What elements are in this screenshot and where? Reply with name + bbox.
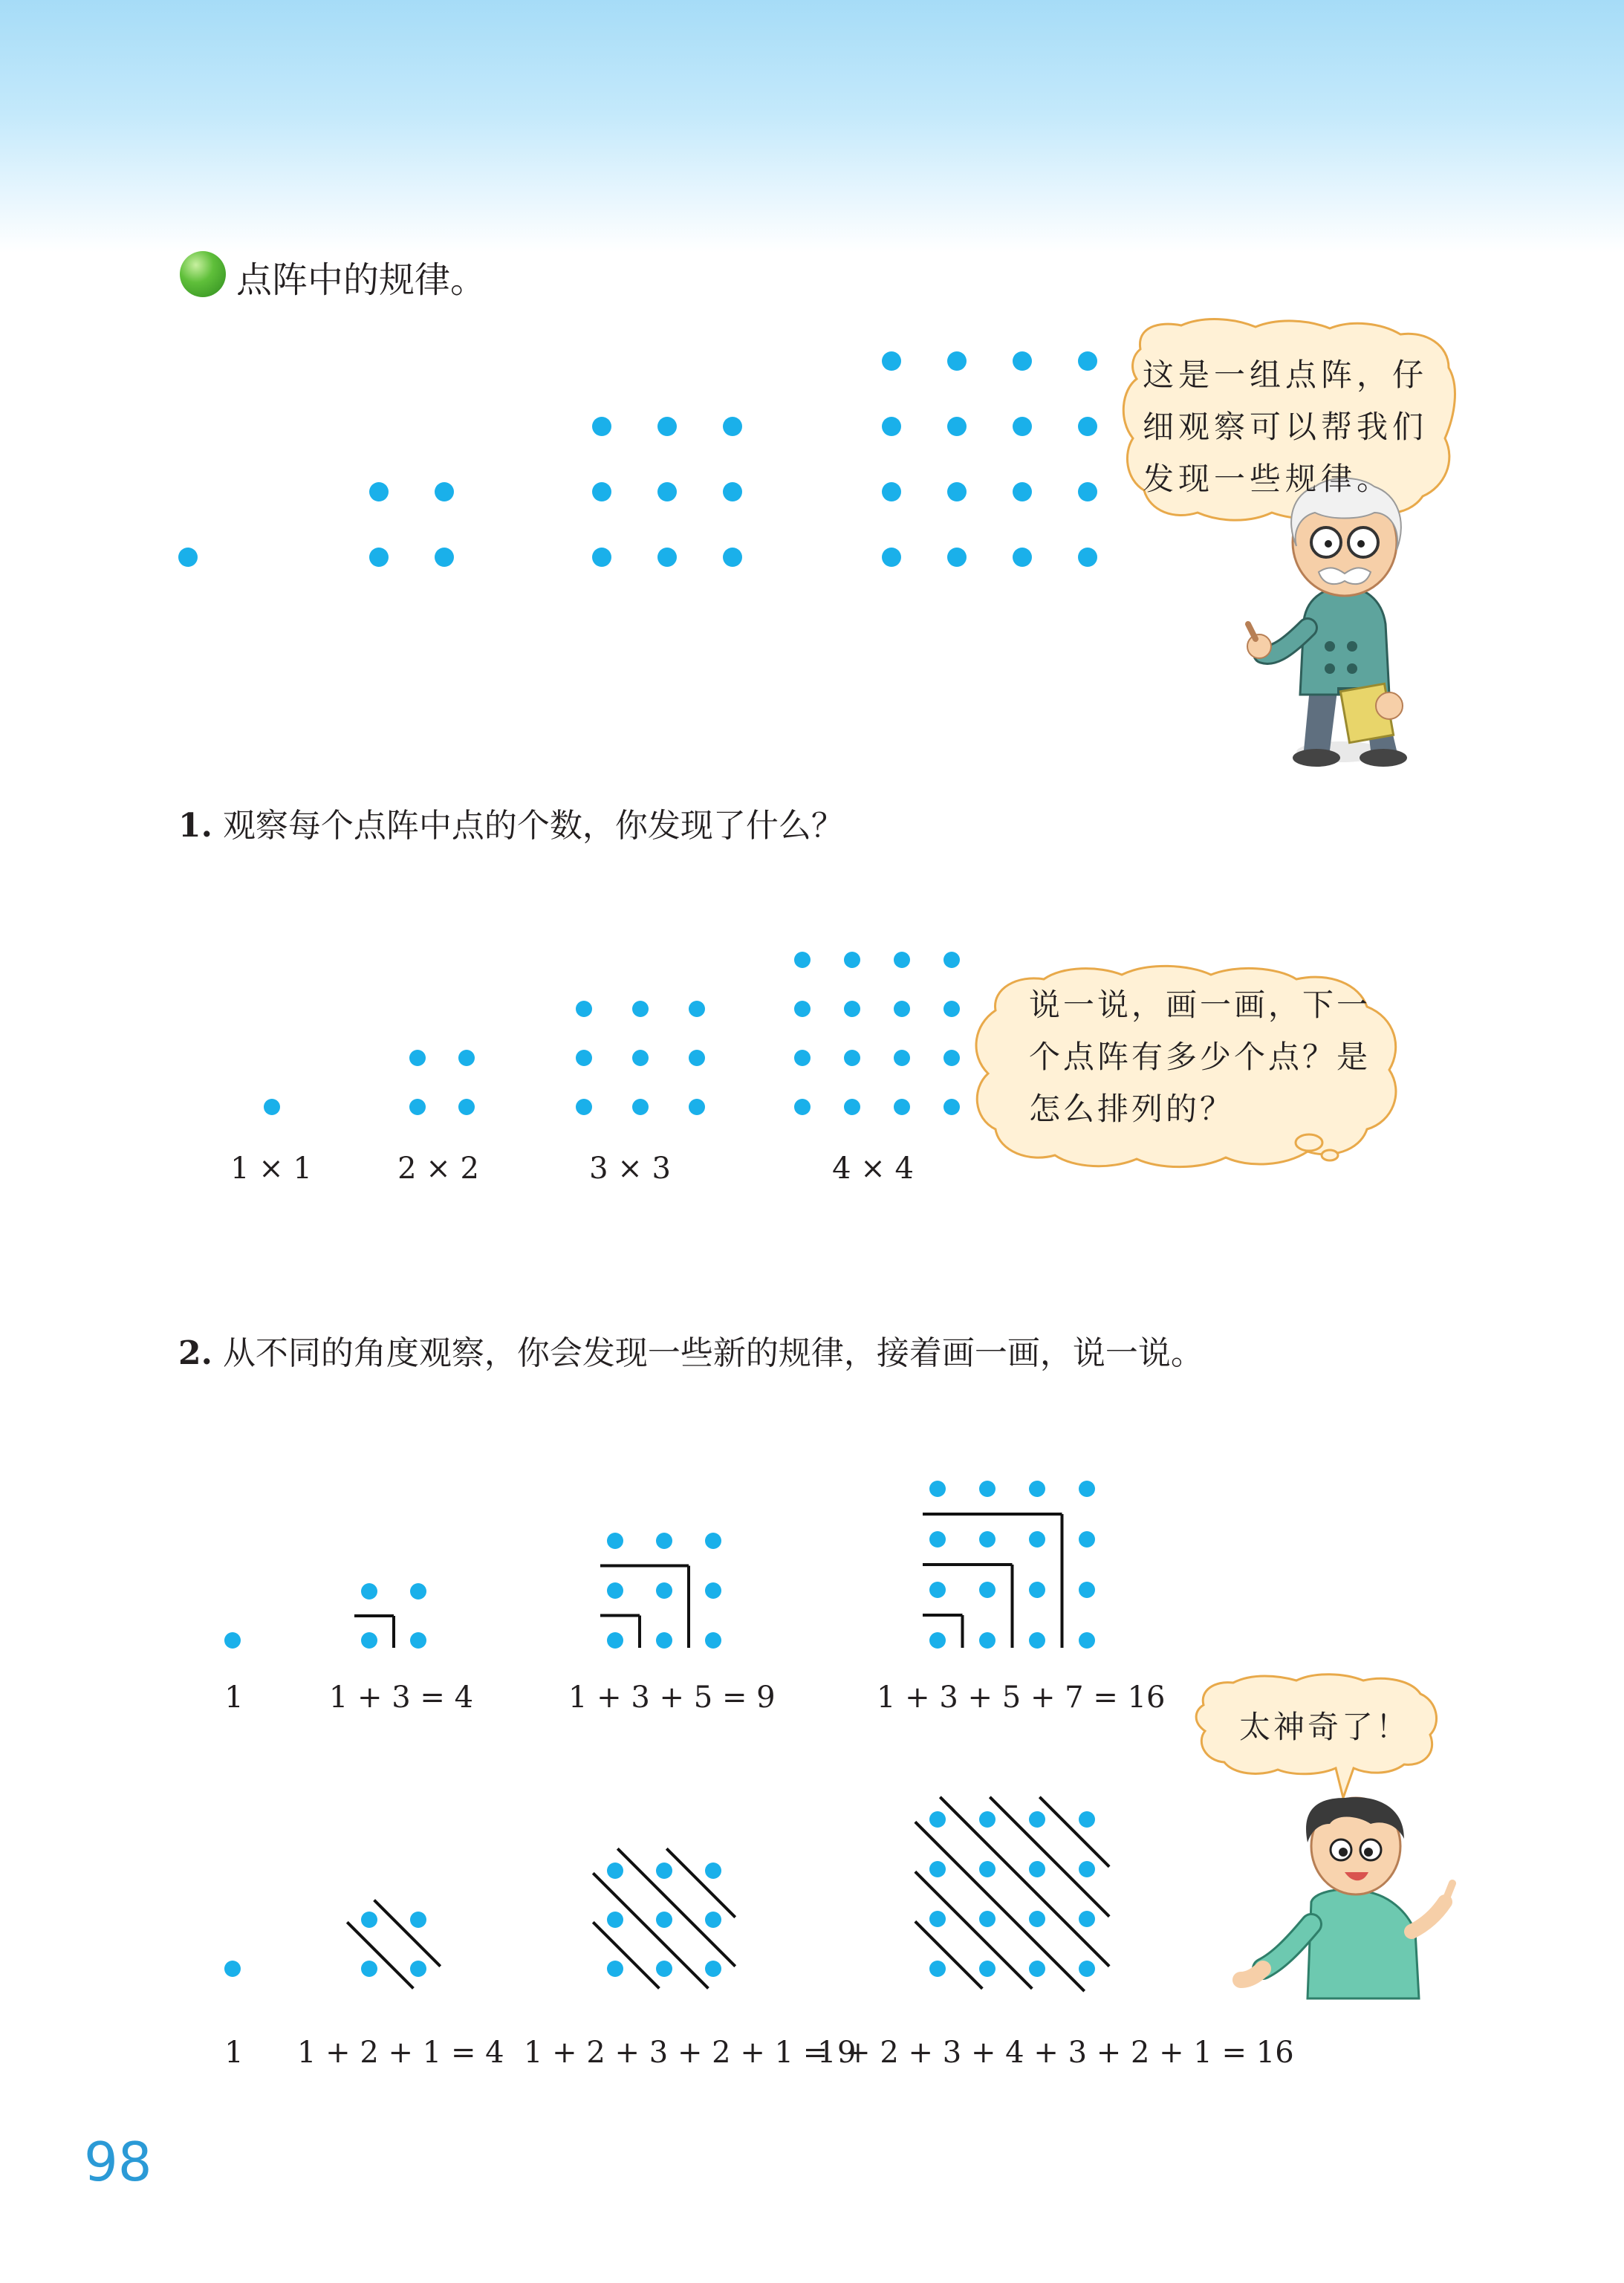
intro-dot	[1013, 351, 1032, 371]
odd-dot	[929, 1632, 946, 1649]
square-dot	[943, 1001, 960, 1017]
diag-dot	[224, 1961, 241, 1977]
row2-label: 1 + 3 + 5 = 9	[568, 1680, 776, 1715]
diag-dot	[705, 1961, 721, 1977]
intro-dot	[369, 548, 389, 567]
square-dot	[632, 1099, 649, 1115]
diag-dot	[1029, 1861, 1045, 1877]
square-dot	[844, 1050, 860, 1066]
square-dot	[576, 1050, 592, 1066]
intro-dot	[435, 482, 454, 501]
diag-dot	[361, 1912, 377, 1928]
odd-dot	[656, 1533, 672, 1549]
row1-label: 1 × 1	[230, 1152, 312, 1186]
odd-dot	[1029, 1582, 1045, 1598]
diag-dot	[929, 1861, 946, 1877]
diagonal-line	[347, 1922, 413, 1988]
odd-dot	[607, 1632, 623, 1649]
square-dot	[689, 1001, 705, 1017]
diagonal-line	[374, 1900, 441, 1967]
thought-line: 说一说，画一画，下一	[1029, 987, 1371, 1023]
row3-label: 1 + 2 + 3 + 2 + 1 = 9	[524, 2036, 857, 2070]
intro-dot	[947, 482, 967, 501]
row3-label: 1	[224, 2036, 244, 2070]
odd-dot	[929, 1531, 946, 1548]
diag-dot	[410, 1912, 426, 1928]
intro-dot	[882, 351, 901, 371]
intro-dot	[657, 482, 677, 501]
odd-dot	[1079, 1481, 1095, 1497]
intro-dot	[435, 548, 454, 567]
square-dot	[576, 1001, 592, 1017]
intro-dot	[178, 548, 198, 567]
square-dot	[458, 1099, 475, 1115]
odd-dot	[929, 1481, 946, 1497]
diagonal-line	[915, 1921, 982, 1988]
intro-dot	[1078, 482, 1097, 501]
row1-label: 3 × 3	[589, 1152, 671, 1186]
row1-label: 2 × 2	[397, 1152, 479, 1186]
square-dot	[894, 1001, 910, 1017]
diag-dot	[705, 1863, 721, 1879]
square-dot	[689, 1099, 705, 1115]
row3-label: 1 + 2 + 1 = 4	[297, 2036, 504, 2070]
square-dot	[409, 1050, 426, 1066]
thought-bubble-dot	[1296, 1134, 1322, 1151]
intro-dot	[1078, 351, 1097, 371]
intro-dot	[1013, 417, 1032, 436]
teacher-illustration	[1247, 478, 1407, 767]
odd-dot	[929, 1582, 946, 1598]
question-1-text: 观察每个点阵中点的个数，你发现了什么？	[222, 807, 844, 845]
question-1-number: 1.	[178, 807, 212, 845]
square-dot	[458, 1050, 475, 1066]
intro-dot	[1013, 548, 1032, 567]
odd-dot	[1029, 1481, 1045, 1497]
boy-speech-text: 太神奇了！	[1239, 1709, 1411, 1745]
square-dot	[689, 1050, 705, 1066]
row1-label: 4 × 4	[832, 1152, 914, 1186]
teacher-speech-line: 这是一组点阵，仔	[1143, 357, 1429, 393]
diag-dot	[607, 1912, 623, 1928]
diag-dot	[705, 1912, 721, 1928]
diag-dot	[929, 1811, 946, 1828]
diag-dot	[1029, 1911, 1045, 1927]
square-dot	[794, 1001, 811, 1017]
odd-dot	[224, 1632, 241, 1649]
teacher-speech-line: 发现一些规律。	[1143, 461, 1393, 497]
boy-illustration	[1241, 1797, 1452, 1998]
square-dot	[894, 1050, 910, 1066]
diag-dot	[410, 1961, 426, 1977]
thought-line: 怎么排列的？	[1029, 1091, 1235, 1127]
intro-dot	[723, 417, 742, 436]
intro-dot	[882, 482, 901, 501]
intro-dot	[1013, 482, 1032, 501]
square-dot	[632, 1050, 649, 1066]
thought-text	[1029, 979, 1371, 1135]
row2-label: 1 + 3 + 5 + 7 = 16	[877, 1680, 1166, 1715]
square-dot	[894, 1099, 910, 1115]
diag-dot	[1029, 1811, 1045, 1828]
question-1	[178, 799, 844, 846]
square-dot	[844, 1099, 860, 1115]
intro-dot	[592, 417, 611, 436]
diagonal-line	[593, 1922, 659, 1988]
intro-dot	[947, 351, 967, 371]
intro-dot	[657, 548, 677, 567]
intro-dot	[1078, 417, 1097, 436]
diag-dot	[1079, 1861, 1095, 1877]
question-2-number: 2.	[178, 1334, 212, 1372]
odd-dot	[607, 1582, 623, 1599]
odd-dot	[607, 1533, 623, 1549]
thought-line: 个点阵有多少个点？是	[1029, 1039, 1371, 1075]
diag-dot	[656, 1961, 672, 1977]
odd-dot	[410, 1632, 426, 1649]
odd-dot	[1079, 1582, 1095, 1598]
square-dot	[576, 1099, 592, 1115]
odd-dot	[979, 1582, 995, 1598]
row2-label: 1 + 3 = 4	[328, 1680, 474, 1715]
intro-dot	[723, 482, 742, 501]
diag-dot	[979, 1911, 995, 1927]
odd-dot	[656, 1632, 672, 1649]
square-dot	[794, 1099, 811, 1115]
diag-dot	[607, 1863, 623, 1879]
square-dot	[264, 1099, 280, 1115]
intro-dot	[947, 417, 967, 436]
diag-dot	[979, 1811, 995, 1828]
odd-dot	[656, 1582, 672, 1599]
square-dot	[794, 952, 811, 968]
odd-dot	[979, 1531, 995, 1548]
square-dot	[943, 1099, 960, 1115]
odd-dot	[705, 1533, 721, 1549]
square-dot	[632, 1001, 649, 1017]
thought-bubble-dot	[1322, 1150, 1338, 1160]
square-dot	[409, 1099, 426, 1115]
diag-dot	[607, 1961, 623, 1977]
odd-dot	[1079, 1632, 1095, 1649]
page-number: 98	[84, 2131, 152, 2193]
intro-dot	[369, 482, 389, 501]
intro-dot	[657, 417, 677, 436]
odd-dot	[1079, 1531, 1095, 1548]
odd-dot	[705, 1582, 721, 1599]
square-dot	[844, 952, 860, 968]
question-2-text: 从不同的角度观察，你会发现一些新的规律，接着画一画，说一说。	[222, 1334, 1204, 1372]
diag-dot	[1079, 1961, 1095, 1977]
intro-dot	[882, 417, 901, 436]
square-dot	[894, 952, 910, 968]
diag-dot	[929, 1911, 946, 1927]
diag-dot	[1029, 1961, 1045, 1977]
diag-dot	[656, 1863, 672, 1879]
question-2	[178, 1326, 1204, 1374]
teacher-speech-line: 细观察可以帮我们	[1143, 409, 1429, 445]
intro-dot	[592, 548, 611, 567]
square-dot	[794, 1050, 811, 1066]
section-title: 点阵中的规律。	[236, 259, 487, 301]
intro-dot	[592, 482, 611, 501]
diag-dot	[1079, 1811, 1095, 1828]
teacher-speech-text	[1143, 349, 1428, 505]
odd-dot	[705, 1632, 721, 1649]
diag-dot	[361, 1961, 377, 1977]
diag-dot	[979, 1961, 995, 1977]
odd-dot	[1029, 1531, 1045, 1548]
odd-dot	[979, 1632, 995, 1649]
row2-label: 1	[224, 1680, 244, 1715]
row3-label: 1 + 2 + 3 + 4 + 3 + 2 + 1 = 16	[817, 2036, 1294, 2070]
odd-dot	[361, 1632, 377, 1649]
square-dot	[943, 1050, 960, 1066]
intro-dot	[723, 548, 742, 567]
diag-dot	[929, 1961, 946, 1977]
intro-dot	[947, 548, 967, 567]
odd-dot	[410, 1583, 426, 1600]
intro-dot	[882, 548, 901, 567]
odd-dot	[979, 1481, 995, 1497]
odd-dot	[1029, 1632, 1045, 1649]
odd-dot	[361, 1583, 377, 1600]
diag-dot	[979, 1861, 995, 1877]
intro-dot	[1078, 548, 1097, 567]
diag-dot	[656, 1912, 672, 1928]
diag-dot	[1079, 1911, 1095, 1927]
square-dot	[943, 952, 960, 968]
square-dot	[844, 1001, 860, 1017]
